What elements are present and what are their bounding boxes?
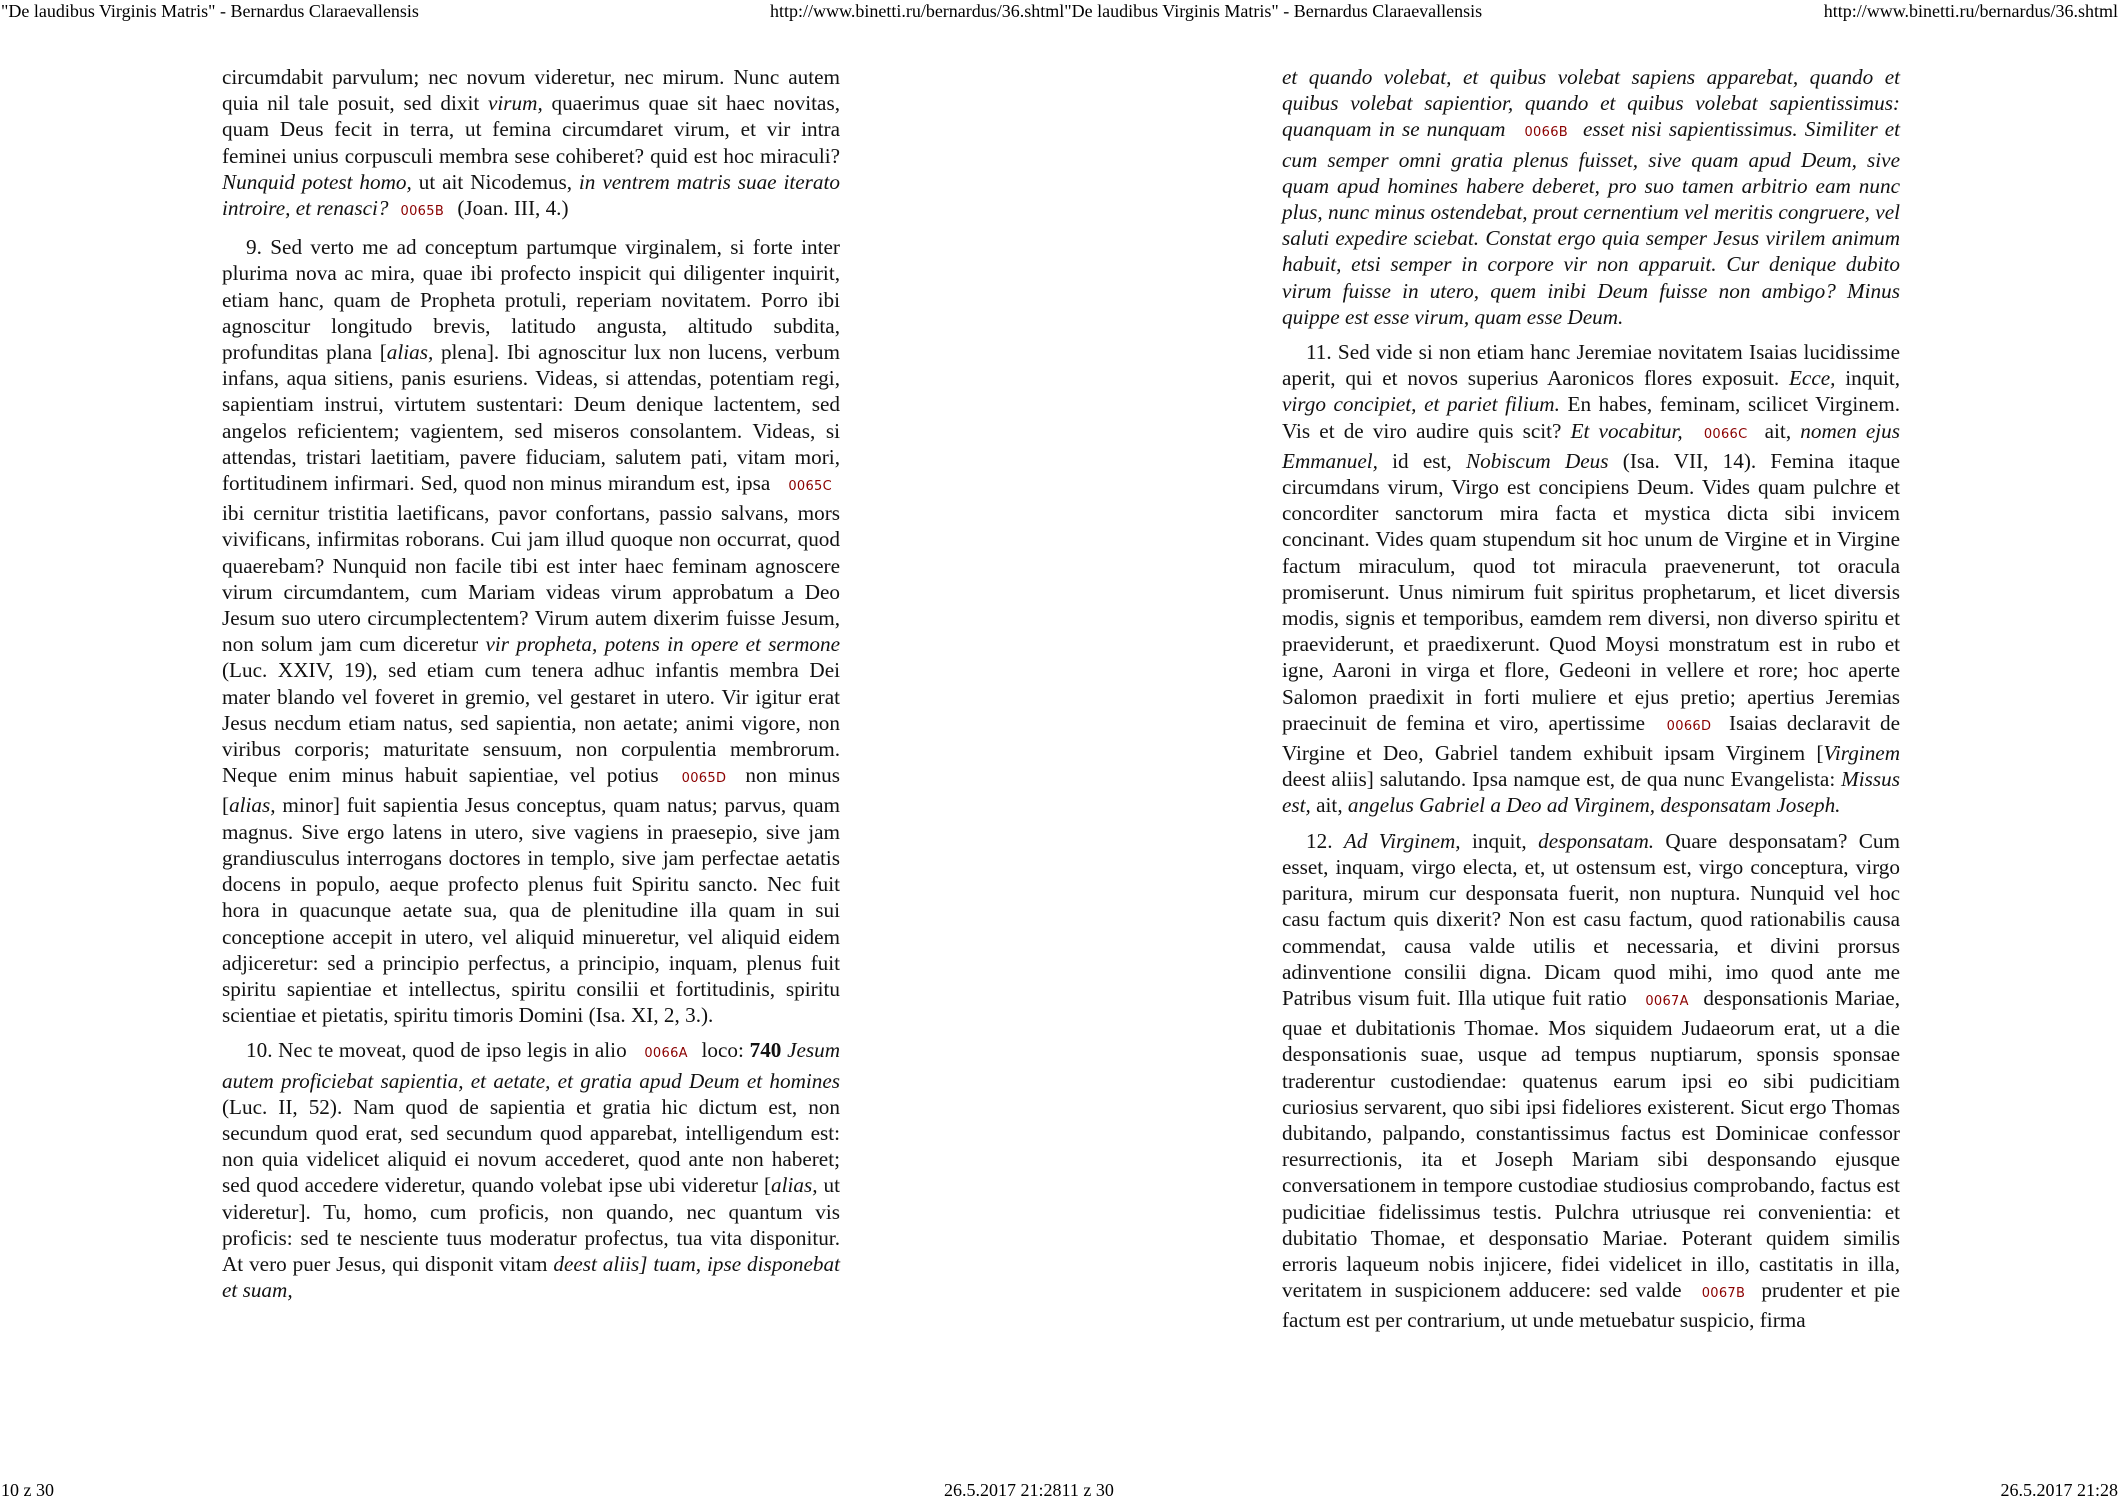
page-marker-0066B[interactable]: 0066B: [1524, 125, 1568, 141]
left-paragraph-9: 9. Sed verto me ad conceptum partumque virginalem, si forte inter plurima nova ac mira, quae ibi profecto inspicit qui diligenter inquirit, etiam hanc, quam de Propheta protuli, reperiam novitatem. Porro ibi agnoscitur longitudo brevis, latitudo angusta, altitudo subdita, profunditas plana [alias, plena]. Ibi agnoscitur lux non lucens, verbum infans, aqua sitiens, panis esuriens. Videas, si attendas, potentiam regi, sapientiam instrui, virtutem sustentari: Deum denique lactentem, sed angelos reficientem; vagientem, sed miseros consolantem. Videas, si attendas, tristari laetitiam, pavere fiduciam, salutem pati, vitam mori, fortitudinem infirmari. Sed, quod non minus mirandum est, ipsa 0065C ibi cernitur tristitia laetificans, pavor confortans, passio salvans, mors vivificans, infirmitas roborans. Cui jam illud quoque non occurrat, quod quaerebam? Nunquid non facile tibi est inter haec feminam agnoscere virum circumdantem, cum Mariam videas virum approbatum a Deo Jesum suo utero circumplectentem? Virum autem dixerim fuisse Jesum, non solum jam cum diceretur vir propheta, potens in opere et sermone (Luc. XXIV, 19), sed etiam cum tenera adhuc infantis membra Dei mater blando vel foveret in gremio, vel gestaret in utero. Vir igitur erat Jesus necdum etiam natus, sed sapientia, non aetate; animi vigore, non viribus corporis; maturitate sensuum, non corpulentia membrorum. Neque enim minus habuit sapientiae, vel potius 0065D non minus [alias, minor] fuit sapientia Jesus conceptus, quam natus; parvus, quam magnus. Sive ergo latens in utero, sive vagiens in praesepio, sive jam grandiusculus interrogans doctores in templo, sive jam perfectae aetatis docens in populo, aeque profecto plenus fuit Spiritu sancto. Nec fuit hora in quacunque aetate sua, qua de plenitudine illa quam in sui conceptione accepit in utero, vel aliquid minueretur, vel aliquid eidem adjiceretur: sed a principio perfectus, a principio, inquam, plenus fuit spiritu sapientiae et intellectus, spiritu consilii et fortitudinis, spiritu scientiae et pietatis, spiritu timoris Domini (Isa. XI, 2, 3.).: [222, 235, 841, 1028]
left-column: [222, 64, 840, 1312]
page-marker-0065B[interactable]: 0065B: [400, 204, 445, 220]
right-column: [1282, 64, 1900, 1343]
page-marker-0066D[interactable]: 0066D: [1666, 718, 1712, 734]
left-paragraph-10: 10. Nec te moveat, quod de ipso legis in alio 0066A loco: 740 Jesum autem proficiebat sapientia, et aetate, et gratia apud Deum et homines (Luc. II, 52). Nam quod de sapientia et gratia hic dictum est, non secundum quod erat, sed secundum quod apparebat, intelligendum est: non quia videlicet aliquid ei novum accederet, quod ante non haberet; sed quod accedere videretur, quando volebat ipse ubi videretur [alias, ut videretur]. Tu, homo, cum proficis, non quando, nec quantum vis proficis: sed te nesciente tuus moderatur profectus, tua vita disponitur. At vero puer Jesus, qui disponit vitam deest aliis] tuam, ipse disponebat et suam,: [222, 1038, 841, 1303]
footer-center: 26.5.2017 21:2811 z 30: [944, 1480, 1114, 1500]
left-paragraph-1: circumdabit parvulum; nec novum videretur, nec mirum. Nunc autem quia nil tale posuit, sed dixit virum, quaerimus quae sit haec novitas, quam Deus fecit in terra, ut femina circumdaret virum, et vir intra feminei unius corpusculi membra sese cohiberet? quid est hoc miraculi? Nunquid potest homo, ut ait Nicodemus, in ventrem matris suae iterato introire, et renasci? 0065B (Joan. III, 4.): [222, 65, 840, 221]
page-marker-0065C[interactable]: 0065C: [788, 479, 833, 495]
header-url-right[interactable]: http://www.binetti.ru/bernardus/36.shtml: [1823, 1, 2118, 21]
page-marker-0067B[interactable]: 0067B: [1701, 1286, 1746, 1302]
page-marker-0066A[interactable]: 0066A: [644, 1046, 688, 1062]
page-marker-0065D[interactable]: 0065D: [681, 771, 727, 787]
page-marker-0067A[interactable]: 0067A: [1645, 993, 1689, 1009]
header-title-left: "De laudibus Virginis Matris" - Bernardus Claraevallensis: [1, 1, 419, 21]
header-center: http://www.binetti.ru/bernardus/36.shtml"De laudibus Virginis Matris" - Bernardus Claraevallensis: [770, 1, 1483, 21]
right-paragraph-continuation: et quando volebat, et quibus volebat sapiens apparebat, quando et quibus volebat sapientior, quando et quibus volebat sapientissimus: quanquam in se nunquam 0066B esset nisi sapientissimus. Similiter et cum semper omni gratia plenus fuisset, sive quam apud Deum, sive quam apud homines habere deberet, pro suo tamen arbitrio eam nunc plus, nunc minus ostendebat, prout cernentium vel meritis congruere, vel saluti expedire sciebat. Constat ergo quia semper Jesus virilem animum habuit, etsi semper in corpore vir non apparuit. Cur denique dubito virum fuisse in utero, quem inibi Deum fuisse non ambigo? Minus quippe est esse virum, quam esse Deum.: [1282, 65, 1901, 329]
page-marker-0066C[interactable]: 0066C: [1703, 426, 1748, 442]
right-paragraph-11: 11. Sed vide si non etiam hanc Jeremiae novitatem Isaias lucidissime aperit, qui et novos superius Aaronicos flores exposuit. Ecce, inquit, virgo concipiet, et pariet filium. En habes, feminam, scilicet Virginem. Vis et de viro audire quis scit? Et vocabitur, 0066C ait, nomen ejus Emmanuel, id est, Nobiscum Deus (Isa. VII, 14). Femina itaque circumdans virum, Virgo est concipiens Deum. Vides quam pulchre et concorditer sanctorum mira facta et mystica dicta sibi invicem concinant. Vides quam stupendum sit hoc unum de Virgine et in Virgine factum miraculum, quod tot miracula praevenerunt, tot oracula promiserunt. Unus nimirum fuit spiritus prophetarum, et licet diversis modis, signis et temporibus, eamdem rem diversi, non diverso spiritu et praeviderunt, et praedixerunt. Quod Moysi monstratum est in rubo et igne, Aaroni in virga et flore, Gedeoni in vellere et rore; hoc aperte Salomon praedixit in forti muliere et ejus pretio; apertius Jeremias praecinuit de femina et viro, apertissime 0066D Isaias declaravit de Virgine et Deo, Gabriel tandem exhibuit ipsam Virginem [Virginem deest aliis] salutando. Ipsa namque est, de qua nunc Evangelista: Missus est, ait, angelus Gabriel a Deo ad Virginem, desponsatam Joseph.: [1282, 340, 1901, 818]
footer-date-right: 26.5.2017 21:28: [2000, 1480, 2118, 1500]
right-paragraph-12: 12. Ad Virginem, inquit, desponsatam. Quare desponsatam? Cum esset, inquam, virgo electa, et, ut ostensum est, virgo conceptura, virgo paritura, mirum cur desponsata fuerit, non nuptura. Nunquid vel hoc casu factum quis dixerit? Non est casu factum, quod rationabilis causa commendat, causa valde utilis et necessaria, et divini prorsus adinventione consilii digna. Dicam quod mihi, imo quod ante me Patribus visum fuit. Illa utique fuit ratio 0067A desponsationis Mariae, quae et dubitationis Thomae. Mos siquidem Judaeorum erat, ut a die desponsationis suae, usque ad tempus nuptiarum, sponsis sponsae traderentur custodiendae: quatenus earum ipsi eo sibi pudicitiam curiosius servarent, quo sibi ipsi fideliores existerent. Sicut ergo Thomas dubitando, palpando, constantissimus factus est Dominicae confessor resurrectionis, ita et Joseph Mariam sibi desponsando ejusque conversationem in tempore custodiae studiosius comprobando, factus est pudicitiae fidelissimus testis. Pulchra utriusque rei convenientia: et dubitatio Thomae, et desponsatio Mariae. Poterant quidem similis erroris laqueum nobis injicere, fidei videlicet in illo, castitatis in illa, veritatem in suspicionem adducere: sed valde 0067B prudenter et pie factum est per contrarium, ut unde metuebatur suspicio, firma: [1282, 828, 1901, 1333]
page-number-740: 740: [749, 1038, 782, 1063]
footer-page-left: 10 z 30: [1, 1480, 54, 1500]
